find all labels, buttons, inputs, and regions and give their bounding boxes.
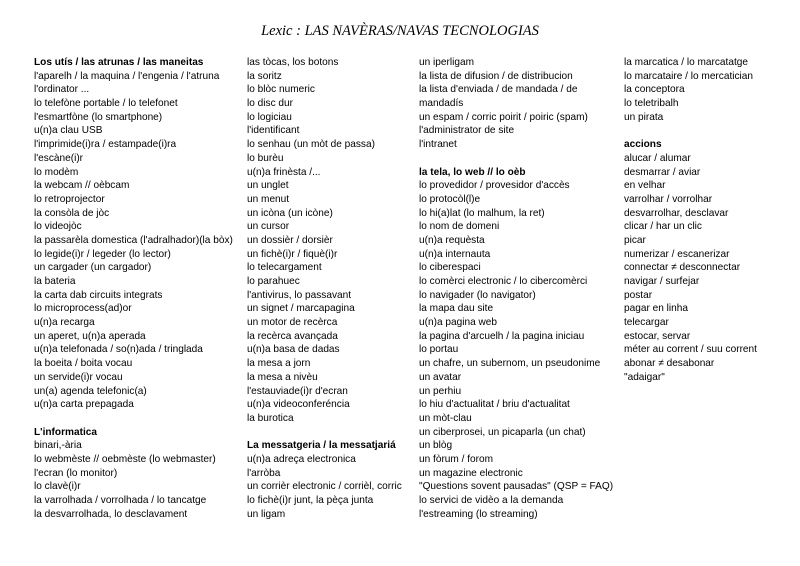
- lexicon-entry: un espam / corric poirit / poiric (spam): [419, 111, 588, 123]
- lexicon-entry: l'administrator de site: [419, 125, 515, 137]
- section-heading: L'informatica: [34, 426, 97, 438]
- lexicon-entry: lo marcataire / lo mercatician: [624, 70, 754, 82]
- section-heading: Los utís / las atrunas / las maneitas: [34, 57, 204, 68]
- lexicon-entry: lo videojòc: [34, 221, 82, 233]
- lexicon-entry: lo nom de domeni: [419, 221, 500, 233]
- lexicon-entry: l'estreaming (lo streaming): [419, 508, 538, 520]
- lexicon-entry: un chafre, un subernom, un pseudonime: [419, 358, 601, 370]
- lexicon-entry: un ligam: [247, 508, 286, 520]
- lexicon-entry: mandadís: [419, 98, 464, 110]
- lexicon-entry: picar: [624, 234, 646, 246]
- lexicon-entry: lo provedidor / provesidor d'accès: [419, 180, 570, 192]
- lexicon-column-1: [34, 56, 233, 521]
- lexicon-entry: l'aparelh / la maquina / l'engenia / l'atruna: [34, 70, 220, 82]
- lexicon-entry: la boeita / boita vocau: [34, 358, 133, 370]
- lexicon-entry: l'escàne(i)r: [34, 152, 84, 164]
- spacer: [419, 152, 613, 166]
- lexicon-entry: un motor de recèrca: [247, 317, 338, 329]
- lexicon-entry: méter au corrent / suu corrent: [624, 344, 757, 356]
- lexicon-entry: la pagina d'arcuelh / la pagina iniciau: [419, 330, 585, 342]
- lexicon-entry: lo logiciau: [247, 111, 292, 123]
- lexicon-entry: lo telecargament: [247, 262, 322, 274]
- lexicon-entry: la mesa a jorn: [247, 358, 311, 370]
- lexicon-entry: un unglet: [247, 180, 289, 192]
- spacer: [34, 412, 233, 426]
- lexicon-entry: lo hiu d'actualitat / briu d'actualitat: [419, 399, 570, 411]
- section-heading: La messatgeria / la messatjariá: [247, 440, 396, 452]
- lexicon-entry: "adaigar": [624, 371, 665, 383]
- lexicon-entry: lo portau: [419, 344, 459, 356]
- lexicon-entry: lo webmèste // oebmèste (lo webmaster): [34, 453, 216, 465]
- lexicon-entry: l'intranet: [419, 139, 457, 151]
- lexicon-entry: la carta dab circuits integrats: [34, 289, 163, 301]
- lexicon-entry: lo blòc numeric: [247, 84, 315, 96]
- lexicon-entry: un pirata: [624, 111, 664, 123]
- lexicon-entry: un aperet, u(n)a aperada: [34, 330, 146, 342]
- lexicon-entry: las tòcas, los botons: [247, 57, 339, 68]
- lexicon-entry: u(n)a pagina web: [419, 317, 497, 329]
- lexicon-column-3: [419, 56, 613, 521]
- lexicon-entry: un(a) agenda telefonic(a): [34, 385, 147, 397]
- lexicon-entry: la varrolhada / vorrolhada / lo tancatge: [34, 495, 207, 506]
- lexicon-entry: un iperligam: [419, 57, 474, 68]
- lexicon-entry: u(n)a adreça electronica: [247, 453, 356, 465]
- lexicon-entry: un corrièr electronic / corrièl, corric: [247, 481, 402, 493]
- lexicon-entry: la soritz: [247, 70, 282, 82]
- lexicon-entry: desmarrar / aviar: [624, 166, 701, 178]
- lexicon-entry: la lista d'enviada / de mandada / de: [419, 84, 578, 96]
- lexicon-entry: la consòla de jòc: [34, 207, 110, 219]
- lexicon-entry: un fichè(i)r / fiquè(i)r: [247, 248, 338, 260]
- lexicon-entry: lo burèu: [247, 152, 284, 164]
- lexicon-entry: la webcam // oèbcam: [34, 180, 130, 192]
- lexicon-entry: l'ecran (lo monitor): [34, 467, 118, 479]
- lexicon-entry: lo ciberespaci: [419, 262, 481, 274]
- lexicon-entry: lo fichè(i)r junt, la pèça junta: [247, 495, 374, 506]
- lexicon-entry: l'imprimide(i)ra / estampade(i)ra: [34, 139, 177, 151]
- lexicon-entry: la recèrca avançada: [247, 330, 338, 342]
- lexicon-entry: pagar en linha: [624, 303, 688, 315]
- lexicon-entry: un signet / marcapagina: [247, 303, 355, 315]
- lexicon-entry: u(n)a internauta: [419, 248, 491, 260]
- lexicon-entry: un avatar: [419, 371, 462, 383]
- lexicon-entry: varrolhar / vorrolhar: [624, 193, 713, 205]
- lexicon-column-4: [624, 56, 757, 385]
- lexicon-entry: un fòrum / forom: [419, 453, 494, 465]
- lexicon-entry: u(n)a clau USB: [34, 125, 103, 137]
- lexicon-entry: lo navigader (lo navigator): [419, 289, 536, 301]
- lexicon-entry: l'antivirus, lo passavant: [247, 289, 352, 301]
- lexicon-entry: la bateria: [34, 276, 76, 287]
- lexicon-entry: u(n)a frinèsta /...: [247, 166, 321, 178]
- lexicon-entry: u(n)a carta prepagada: [34, 399, 134, 411]
- lexicon-entry: l'ordinator ...: [34, 84, 90, 96]
- lexicon-entry: un magazine electronic: [419, 467, 523, 479]
- lexicon-entry: la lista de difusion / de distribucion: [419, 70, 573, 82]
- lexicon-entry: un icòna (un icòne): [247, 207, 333, 219]
- lexicon-entry: lo retroprojector: [34, 193, 105, 205]
- lexicon-entry: u(n)a telefonada / so(n)ada / tringlada: [34, 344, 203, 356]
- lexicon-entry: clicar / har un clic: [624, 221, 702, 233]
- lexicon-entry: l'esmartfòne (lo smartphone): [34, 111, 163, 123]
- lexicon-column-2: [247, 56, 402, 521]
- lexicon-entry: numerizar / escanerizar: [624, 248, 730, 260]
- lexicon-entry: un mòt-clau: [419, 412, 472, 424]
- page-title: Lexic : LAS NAVÈRAS/NAVAS TECNOLOGIAS: [261, 23, 539, 39]
- lexicon-entry: la mapa dau site: [419, 303, 494, 315]
- lexicon-entry: l'arròba: [247, 467, 281, 479]
- lexicon-entry: abonar ≠ desabonar: [624, 358, 715, 370]
- spacer: [624, 124, 757, 138]
- lexicon-entry: l'estauviade(i)r d'ecran: [247, 385, 348, 397]
- lexicon-entry: alucar / alumar: [624, 152, 691, 164]
- lexicon-entry: estocar, servar: [624, 330, 691, 342]
- lexicon-entry: lo clavè(i)r: [34, 481, 81, 493]
- lexicon-entry: la conceptora: [624, 84, 685, 96]
- lexicon-entry: lo comèrci electronic / lo cibercomèrci: [419, 276, 588, 287]
- lexicon-entry: binari,-ària: [34, 440, 82, 452]
- lexicon-entry: lo servici de vidèo a la demanda: [419, 495, 564, 506]
- lexicon-entry: lo protocòl(l)e: [419, 193, 481, 205]
- lexicon-entry: un servide(i)r vocau: [34, 371, 123, 383]
- lexicon-entry: u(n)a basa de dadas: [247, 344, 340, 356]
- lexicon-entry: desvarrolhar, desclavar: [624, 207, 729, 219]
- lexicon-entry: la marcatica / lo marcatatge: [624, 57, 748, 68]
- lexicon-entry: la mesa a nivèu: [247, 371, 318, 383]
- lexicon-entry: u(n)a recarga: [34, 317, 95, 329]
- lexicon-entry: lo senhau (un mòt de passa): [247, 139, 375, 151]
- lexicon-entry: lo legide(i)r / legeder (lo lector): [34, 248, 171, 260]
- lexicon-entry: lo modèm: [34, 166, 79, 178]
- lexicon-entry: l'identificant: [247, 125, 300, 137]
- lexicon-entry: connectar ≠ desconnectar: [624, 262, 741, 274]
- lexicon-entry: lo telefòne portable / lo telefonet: [34, 98, 178, 110]
- lexicon-entry: lo microprocess(ad)or: [34, 303, 132, 315]
- lexicon-entry: lo hi(a)lat (lo malhum, la ret): [419, 207, 545, 219]
- lexicon-entry: un menut: [247, 193, 290, 205]
- lexicon-entry: un perhiu: [419, 385, 462, 397]
- lexicon-entry: lo disc dur: [247, 98, 294, 110]
- lexicon-entry: un blòg: [419, 440, 453, 452]
- section-heading: accions: [624, 139, 662, 151]
- lexicon-entry: u(n)a requèsta: [419, 234, 485, 246]
- lexicon-entry: un ciberprosei, un picaparla (un chat): [419, 426, 586, 438]
- lexicon-entry: un dossièr / dorsièr: [247, 234, 333, 246]
- lexicon-entry: u(n)a videoconferéncia: [247, 399, 350, 411]
- lexicon-entry: navigar / surfejar: [624, 276, 700, 287]
- lexicon-entry: la burotica: [247, 412, 294, 424]
- lexicon-entry: telecargar: [624, 317, 669, 329]
- lexicon-entry: en velhar: [624, 180, 666, 192]
- lexicon-entry: un cargader (un cargador): [34, 262, 152, 274]
- lexicon-entry: la passarèla domestica (l'adralhador)(la bòx): [34, 234, 233, 246]
- lexicon-entry: la desvarrolhada, lo desclavament: [34, 508, 188, 520]
- section-heading: la tela, lo web // lo oèb: [419, 166, 526, 178]
- spacer: [247, 426, 402, 440]
- lexicon-entry: lo teletribalh: [624, 98, 679, 110]
- lexicon-entry: un cursor: [247, 221, 290, 233]
- lexicon-entry: postar: [624, 289, 653, 301]
- lexicon-entry: lo parahuec: [247, 276, 300, 287]
- lexicon-entry: "Questions sovent pausadas" (QSP = FAQ): [419, 481, 614, 493]
